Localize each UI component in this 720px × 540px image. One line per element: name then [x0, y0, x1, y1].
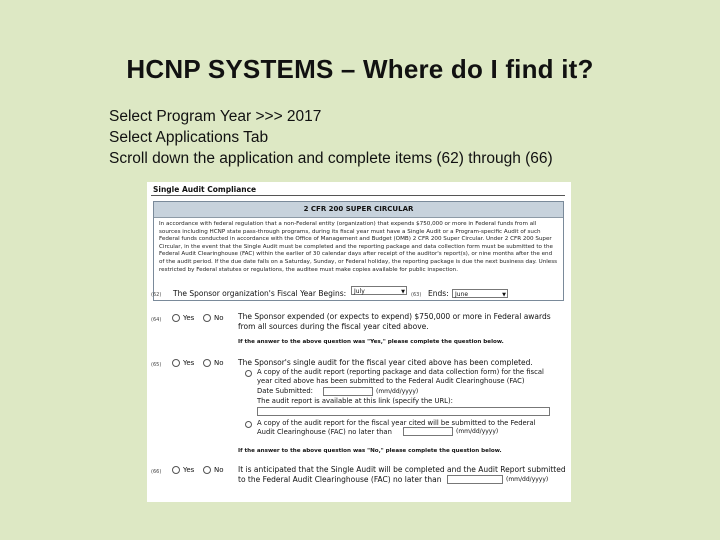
- divider: [151, 195, 565, 196]
- date-format-hint: (mm/dd/yyyy): [506, 476, 549, 483]
- q66-no-option[interactable]: No: [203, 466, 224, 474]
- select-value: June: [455, 291, 469, 298]
- fac-submit-date-input[interactable]: [403, 427, 453, 436]
- date-submitted-input[interactable]: [323, 387, 373, 396]
- q65-no-option[interactable]: No: [203, 359, 224, 367]
- radio-button[interactable]: [172, 466, 180, 474]
- circular-text: In accordance with federal regulation that a non-Federal entity (organization) that expends $750,000 or more in Federal funds from all sources including HCNP state pass-through programs, during its fiscal year must have a Single Audit or a Program-specific Audit of such Federal funds conducted in accordance with the Office of Management and Budget (OMB) 2 CFR 200 Super Circular. Under 2 CFR 200 Super Circular, in the event that the Single Audit must be completed and the reporting package and data collection form must be submitted to the Federal Audit Clearinghouse (FAC) within the earlier of 30 calendar days after receipt of the auditor's report(s), or nine months after the end of the audit period. If the due date falls on a Saturday, Sunday, or Federal holiday, the reporting package is due the next business day. Unless restricted by Federal statutes or regulations, the auditee must make copies available for public inspection.: [159, 221, 558, 273]
- q66-text: It is anticipated that the Single Audit will be completed and the Audit Report submitted to the Federal Audit Clearinghouse (FAC) no later than: [238, 465, 566, 484]
- slide-title: HCNP SYSTEMS – Where do I find it?: [126, 54, 594, 84]
- instruction-line: Select Applications Tab: [109, 129, 269, 146]
- date-submitted-label: Date Submitted:: [257, 387, 313, 395]
- radio-button[interactable]: [203, 314, 211, 322]
- chevron-down-icon: ▼: [502, 292, 506, 298]
- date-format-hint: (mm/dd/yyyy): [376, 388, 419, 395]
- chevron-down-icon: ▼: [401, 289, 405, 295]
- select-value: July: [354, 288, 365, 295]
- question-number: (63): [411, 292, 422, 298]
- radio-button[interactable]: [172, 314, 180, 322]
- q64-text: The Sponsor expended (or expects to expend) $750,000 or more in Federal awards from all sources during the fiscal year cited above.: [238, 312, 551, 331]
- section-header: Single Audit Compliance: [153, 185, 257, 194]
- audit-link-input[interactable]: [257, 407, 550, 416]
- question-number: (62): [151, 292, 162, 298]
- instruction-line: Scroll down the application and complete items (62) through (66): [109, 150, 553, 167]
- audit-link-label: The audit report is available at this link (specify the URL):: [257, 397, 453, 405]
- radio-button[interactable]: [172, 359, 180, 367]
- q65-option-a-radio[interactable]: [245, 370, 252, 377]
- date-format-hint: (mm/dd/yyyy): [456, 428, 499, 435]
- fiscal-year-ends-label: Ends:: [428, 289, 449, 298]
- radio-button[interactable]: [203, 466, 211, 474]
- fiscal-year-ends-select[interactable]: [452, 289, 508, 298]
- question-number: (66): [151, 469, 162, 475]
- circular-title: 2 CFR 200 SUPER CIRCULAR: [154, 202, 563, 218]
- question-number: (64): [151, 317, 162, 323]
- instructions: [109, 106, 553, 169]
- radio-button[interactable]: [203, 359, 211, 367]
- q65-option-b-text: A copy of the audit report for the fiscal year cited will be submitted to the Federal Audit Clearinghouse (FAC) no later than: [257, 419, 536, 436]
- fiscal-year-begins-select[interactable]: [351, 286, 407, 295]
- question-number: (65): [151, 362, 162, 368]
- q64-note: If the answer to the above question was "Yes," please complete the question below.: [238, 339, 504, 345]
- q65-text: The Sponsor's single audit for the fiscal year cited above has been completed.: [238, 358, 533, 367]
- form-screenshot: [147, 182, 571, 502]
- instruction-line: Select Program Year >>> 2017: [109, 108, 322, 125]
- fiscal-year-begins-label: The Sponsor organization's Fiscal Year Begins:: [173, 289, 347, 298]
- q65-option-a-text: A copy of the audit report (reporting package and data collection form) for the fiscal year cited above has been submitted to the Federal Audit Clearinghouse (FAC): [257, 368, 544, 385]
- q66-yes-option[interactable]: Yes: [172, 466, 194, 474]
- anticipated-date-input[interactable]: [447, 475, 503, 484]
- q64-no-option[interactable]: No: [203, 314, 224, 322]
- q65-yes-option[interactable]: Yes: [172, 359, 194, 367]
- q65-note: If the answer to the above question was "No," please complete the question below.: [238, 448, 502, 454]
- q65-option-b-radio[interactable]: [245, 421, 252, 428]
- q64-yes-option[interactable]: Yes: [172, 314, 194, 322]
